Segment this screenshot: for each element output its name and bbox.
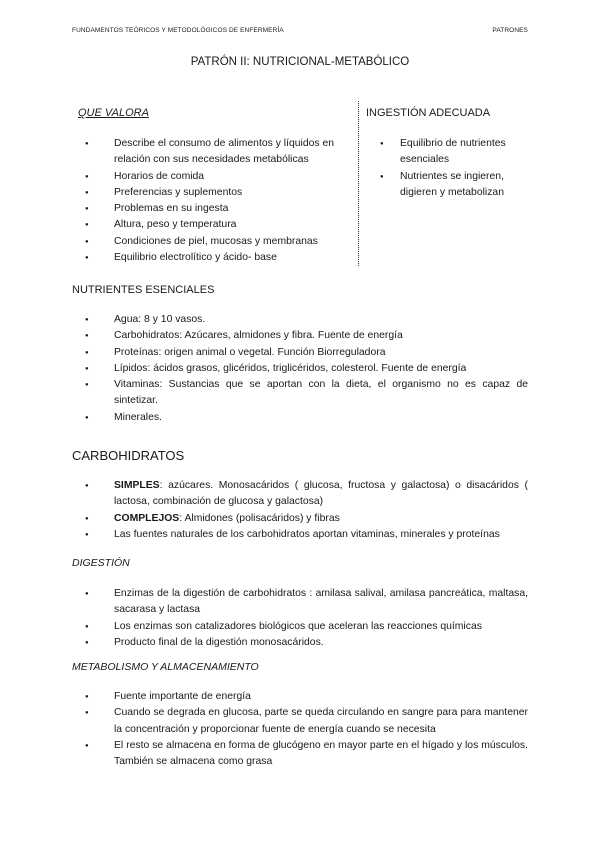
carbohidratos-heading: CARBOHIDRATOS [72, 448, 185, 463]
list-item: ● Cuando se degrada en glucosa, parte se queda circulando en sangre para para mantener la concentración y proporcionar fuente de energía cuando se necesita [72, 705, 528, 738]
list-item: ● Horarios de comida [72, 169, 350, 185]
digestion-section [72, 557, 528, 651]
list-item [72, 511, 528, 527]
metabolismo-list [72, 689, 528, 770]
list-item: ● Producto final de la digestión monosacáridos. [72, 635, 528, 651]
que-valora-list [72, 136, 350, 266]
list-item: ● Enzimas de la digestión de carbohidratos : amilasa salival, amilasa pancreática, maltasa, sacarasa y lactasa [72, 586, 528, 619]
ingestion-list [366, 136, 528, 201]
digestion-list [72, 586, 528, 651]
header-section: PATRONES [492, 27, 528, 34]
list-item: ● Equilibrio de nutrientes esenciales [366, 136, 528, 169]
nutrientes-section [72, 284, 528, 426]
ingestion-heading: INGESTIÓN ADECUADA [366, 107, 491, 119]
list-item: ● Condiciones de piel, mucosas y membranas [72, 234, 350, 250]
metabolismo-heading: METABOLISMO Y ALMACENAMIENTO [72, 661, 259, 673]
simples-label: SIMPLES [114, 480, 160, 491]
carbohidratos-list [72, 478, 528, 543]
list-item: ● Agua: 8 y 10 vasos. [72, 312, 528, 328]
list-item: ● Altura, peso y temperatura [72, 217, 350, 233]
nutrientes-list [72, 312, 528, 426]
page-title: PATRÓN II: NUTRICIONAL-METABÓLICO [190, 56, 410, 68]
que-valora-column [72, 107, 350, 266]
que-valora-heading: QUE VALORA [78, 107, 149, 119]
list-item: ● Nutrientes se ingieren, digieren y metabolizan [366, 169, 528, 202]
simples-text: : azúcares. Monosacáridos ( glucosa, fructosa y galactosa) o disacáridos ( lactosa, combinación de glucosa y galactosa) [114, 480, 528, 508]
carbohidratos-section [72, 448, 528, 543]
list-item: ● Las fuentes naturales de los carbohidratos aportan vitaminas, minerales y proteínas [72, 527, 528, 543]
digestion-heading: DIGESTIÓN [72, 557, 130, 569]
list-item: ● Lípidos: ácidos grasos, glicéridos, triglicéridos, colesterol. Fuente de energía [72, 361, 528, 377]
page-header [72, 27, 528, 37]
list-item: ● Carbohidratos: Azúcares, almidones y fibra. Fuente de energía [72, 328, 528, 344]
list-item: ● El resto se almacena en forma de glucógeno en mayor parte en el hígado y los músculos. También se almacena como grasa [72, 738, 528, 771]
list-item: ● Equilibrio electrolítico y ácido- base [72, 250, 350, 266]
ingestion-column [366, 107, 528, 201]
list-item: ● Problemas en su ingesta [72, 201, 350, 217]
list-item: ● Minerales. [72, 410, 528, 426]
metabolismo-section [72, 661, 528, 770]
list-item [72, 478, 528, 511]
header-course: FUNDAMENTOS TEÓRICOS Y METODOLÓGICOS DE ENFERMERÍA [72, 27, 284, 34]
complejos-text: : Almidones (polisacáridos) y fibras [179, 512, 340, 524]
list-item: ● Fuente importante de energía [72, 689, 528, 705]
list-item: ● Describe el consumo de alimentos y líquidos en relación con sus necesidades metabólicas [72, 136, 350, 169]
list-item: ● Los enzimas son catalizadores biológicos que aceleran las reacciones químicas [72, 619, 528, 635]
column-divider [358, 101, 359, 266]
complejos-label: COMPLEJOS [114, 512, 180, 524]
list-item: ● Preferencias y suplementos [72, 185, 350, 201]
nutrientes-heading: NUTRIENTES ESENCIALES [72, 284, 215, 296]
list-item: ● Proteínas: origen animal o vegetal. Función Biorreguladora [72, 345, 528, 361]
list-item: ● Vitaminas: Sustancias que se aportan con la dieta, el organismo no es capaz de sintetizar. [72, 377, 528, 410]
